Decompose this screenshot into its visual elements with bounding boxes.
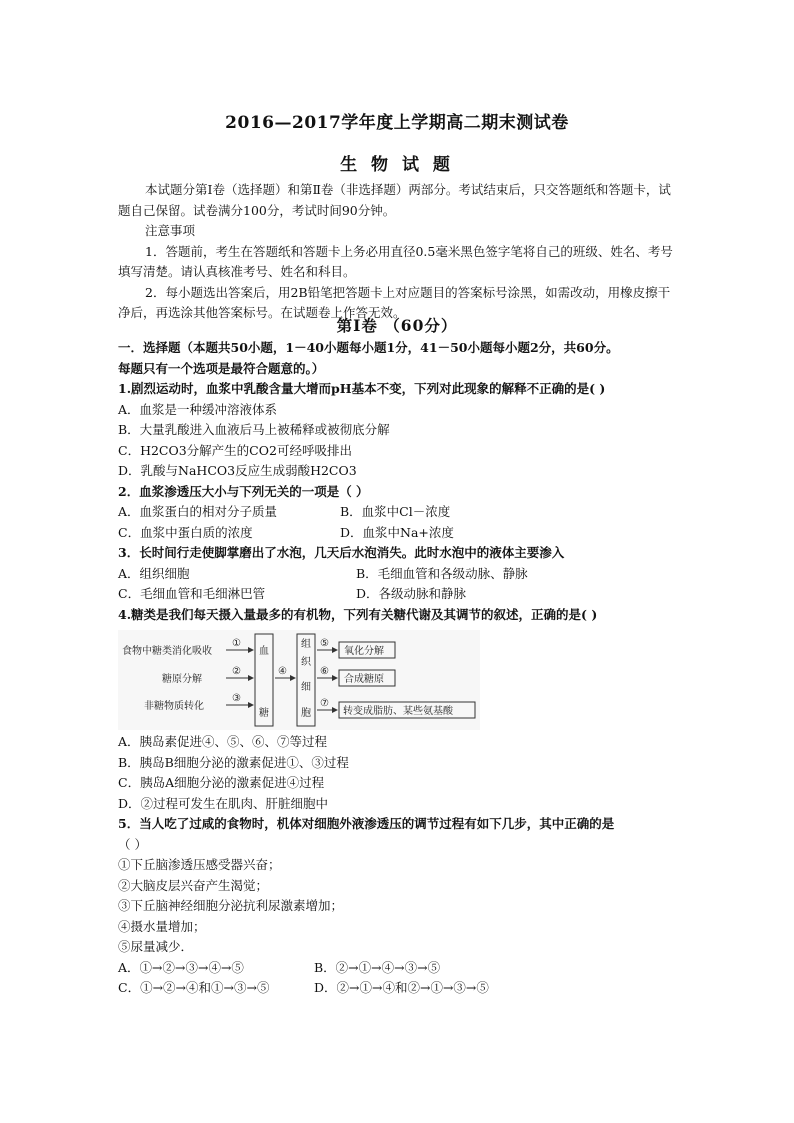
- source-nonsugar: 非糖物质转化: [144, 701, 204, 712]
- source-glycogen: 糖原分解: [162, 674, 202, 685]
- q5-option-c: C．①→②→④和①→③→⑤: [118, 980, 270, 995]
- q1-option-a: A．血浆是一种缓冲溶液体系: [118, 401, 278, 417]
- glucose-metabolism-diagram: [118, 630, 480, 730]
- q4-option-c: C．胰岛A细胞分泌的激素促进④过程: [118, 775, 325, 790]
- questions-block-2: [118, 732, 688, 999]
- label-2: ②: [232, 666, 241, 677]
- q5-option-b: B．②→①→④→③→⑤: [314, 959, 441, 975]
- tissue-label-3: 细: [301, 682, 311, 693]
- q3-option-c: C．毛细血管和毛细淋巴管: [118, 586, 266, 601]
- label-1: ①: [232, 638, 241, 649]
- questions-block: [118, 338, 688, 625]
- q2-option-b: B．血浆中Cl－浓度: [340, 504, 451, 519]
- q1-option-b: B．大量乳酸进入血液后马上被稀释或被彻底分解: [118, 422, 390, 437]
- blood-label-top: 血: [259, 646, 269, 657]
- intro-paragraph: 本试题分第Ⅰ卷（选择题）和第Ⅱ卷（非选择题）两部分。考试结束后，只交答题纸和答题卡，试题自己保留。试卷满分100分，考试时间90分钟。: [118, 182, 671, 218]
- intro-block: [118, 180, 678, 324]
- q4-option-a: A．胰岛素促进④、⑤、⑥、⑦等过程: [118, 734, 328, 749]
- tissue-label-4: 胞: [301, 708, 311, 719]
- q5-step-1: ①下丘脑渗透压感受器兴奋；: [118, 857, 281, 872]
- exam-title: 2016—2017学年度上学期高二期末测试卷: [225, 113, 569, 133]
- q2-option-c: C．血浆中蛋白质的浓度: [118, 524, 253, 540]
- q5-option-d: D．②→①→④和②→①→③→⑤: [314, 980, 489, 995]
- q4-stem: 4.糖类是我们每天摄入量最多的有机物，下列有关糖代谢及其调节的叙述，正确的是( ): [118, 606, 598, 622]
- tissue-label-2: 织: [301, 657, 311, 668]
- q5-stem: 5．当人吃了过咸的食物时，机体对细胞外液渗透压的调节过程有如下几步，其中正确的是: [118, 816, 615, 831]
- label-5: ⑤: [320, 638, 329, 649]
- tissue-label-1: 组: [301, 639, 311, 650]
- q5-step-5: ⑤尿量减少．: [118, 939, 194, 954]
- q5-option-a: A．①→②→③→④→⑤: [118, 959, 244, 975]
- blood-label-bottom: 糖: [259, 708, 269, 719]
- source-digestion: 食物中糖类消化吸收: [122, 646, 212, 657]
- q3-option-a: A．组织细胞: [118, 565, 190, 581]
- q3-option-b: B．毛细血管和各级动脉、静脉: [356, 565, 528, 581]
- q4-option-d: D．②过程可发生在肌肉、肝脏细胞中: [118, 795, 329, 811]
- q2-stem: 2．血浆渗透压大小与下列无关的一项是（ ）: [118, 483, 369, 499]
- section-title: 第Ⅰ卷 （60分）: [336, 316, 458, 335]
- notice-item-2: 2．每小题选出答案后，用2B铅笔把答题卡上对应题目的答案标号涂黑，如需改动，用橡皮擦干净后，再选涂其他答案标号。在试题卷上作答无效。: [118, 284, 671, 320]
- q5-step-3: ③下丘脑神经细胞分泌抗利尿激素增加；: [118, 898, 344, 913]
- label-7: ⑦: [320, 698, 329, 709]
- output-conversion: 转变成脂肪、某些氨基酸: [343, 706, 453, 717]
- q1-option-d: D．乳酸与NaHCO3反应生成弱酸H2CO3: [118, 463, 357, 478]
- q5-paren: （ ）: [118, 836, 147, 852]
- q5-step-4: ④摄水量增加；: [118, 918, 206, 934]
- label-4: ④: [278, 666, 287, 677]
- output-oxidation: 氧化分解: [344, 646, 384, 657]
- q1-option-c: C．H2CO3分解产生的CO2可经呼吸排出: [118, 442, 352, 458]
- notice-item-1: 1．答题前，考生在答题纸和答题卡上务必用直径0.5毫米黑色签字笔将自己的班级、姓名、考号填写清楚。请认真核准考号、姓名和科目。: [118, 243, 673, 279]
- q2-option-a: A．血浆蛋白的相对分子质量: [118, 504, 278, 519]
- q3-option-d: D．各级动脉和静脉: [356, 586, 467, 601]
- q2-option-d: D．血浆中Na+浓度: [340, 524, 454, 540]
- q5-step-2: ②大脑皮层兴奋产生渴觉；: [118, 877, 269, 893]
- label-6: ⑥: [320, 666, 329, 677]
- q4-option-b: B．胰岛B细胞分泌的激素促进①、③过程: [118, 754, 349, 770]
- section-instruction-1: 一．选择题（本题共50小题，1－40小题每小题1分，41－50小题每小题2分，共60分。: [118, 340, 619, 355]
- label-3: ③: [232, 693, 241, 704]
- q4-diagram: [118, 630, 480, 730]
- q1-stem: 1.剧烈运动时，血浆中乳酸含量大增而pH基本不变，下列对此现象的解释不正确的是( ): [118, 381, 606, 396]
- q3-stem: 3．长时间行走使脚掌磨出了水泡，几天后水泡消失。此时水泡中的液体主要渗入: [118, 545, 565, 560]
- output-glycogen: 合成糖原: [344, 674, 384, 685]
- notice-title: 注意事项: [145, 223, 196, 238]
- subject-title: 生 物 试 题: [340, 155, 454, 175]
- section-instruction-2: 每题只有一个选项是最符合题意的。）: [118, 360, 325, 376]
